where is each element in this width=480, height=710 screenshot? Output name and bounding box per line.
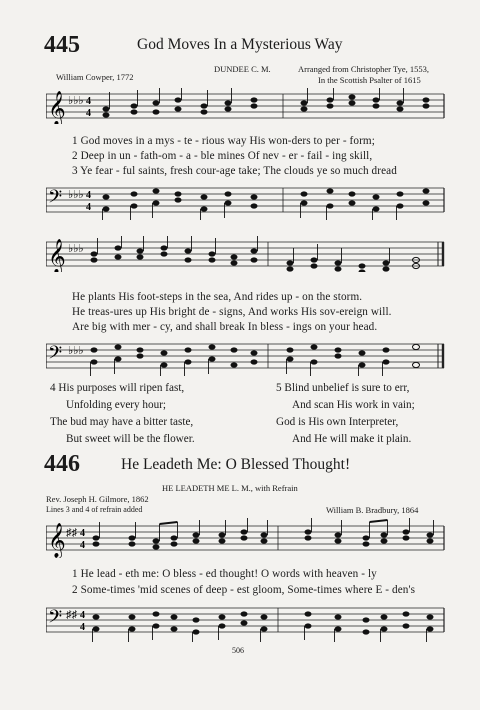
lyrics-verse-2-line-1: 2 Deep in un - fath-om - a - ble mines Of nev - er - fail - ing skill, xyxy=(72,150,373,162)
verse-4-line-4: But sweet will be the flower. xyxy=(66,433,195,445)
svg-text:4: 4 xyxy=(80,528,85,539)
treble-clef-icon: 𝄞 xyxy=(48,92,66,124)
lyrics-verse-2-line-2: He treas-ures up His bright de - signs, And works His sov-ereign will. xyxy=(72,306,392,318)
svg-text:4: 4 xyxy=(86,108,91,119)
verse-5-line-4: And He will make it plain. xyxy=(292,433,412,445)
svg-text:4: 4 xyxy=(80,622,85,633)
lyrics-verse-1-line-1: 1 God moves in a mys - te - rious way His won-ders to per - form; xyxy=(72,135,375,147)
svg-text:𝄢: 𝄢 xyxy=(48,342,63,367)
arrangement-line-2: In the Scottish Psalter of 1615 xyxy=(318,75,421,85)
verse-5-line-2: And scan His work in vain; xyxy=(292,399,415,411)
treble-staff-1 xyxy=(46,88,446,124)
verse-4-line-2: Unfolding every hour; xyxy=(66,399,167,411)
arrangement-line-1: Arranged from Christopher Tye, 1553, xyxy=(298,64,429,74)
verse-4 xyxy=(50,380,195,448)
treble-staff-2 xyxy=(46,236,446,272)
treble-staff-3 xyxy=(46,518,446,558)
tune-name: HE LEADETH ME L. M., with Refrain xyxy=(162,483,298,493)
svg-text:♭♭♭: ♭♭♭ xyxy=(68,345,84,357)
verse-5-line-1: 5 Blind unbelief is sure to err, xyxy=(276,382,410,394)
svg-text:4: 4 xyxy=(86,190,91,201)
svg-text:♭♭♭: ♭♭♭ xyxy=(68,243,84,255)
refrain-note: Lines 3 and 4 of refrain added xyxy=(46,505,143,514)
hymn-composer: William B. Bradbury, 1864 xyxy=(326,505,419,515)
verse-5-line-3: God is His own Interpreter, xyxy=(276,416,399,428)
page-number: 506 xyxy=(232,646,244,655)
verse-4-line-1: 4 His purposes will ripen fast, xyxy=(50,382,185,394)
svg-text:4: 4 xyxy=(86,202,91,213)
bass-staff-2 xyxy=(46,336,446,376)
hymn-number: 446 xyxy=(44,451,80,477)
lyrics-verse-3-line-1: 3 Ye fear - ful saints, fresh cour-age take; The clouds ye so much dread xyxy=(72,165,397,177)
svg-text:𝄢: 𝄢 xyxy=(48,606,63,631)
verse-4-line-3: The bud may have a bitter taste, xyxy=(50,416,194,428)
bass-staff-3 xyxy=(46,600,446,642)
svg-text:♭♭♭: ♭♭♭ xyxy=(68,189,84,201)
svg-text:♯♯: ♯♯ xyxy=(66,609,77,621)
hymn-author: William Cowper, 1772 xyxy=(56,72,134,82)
verse-5 xyxy=(276,380,415,448)
hymn-title: He Leadeth Me: O Blessed Thought! xyxy=(121,456,351,473)
lyrics-verse-3-line-2: Are big with mer - cy, and shall break In bless - ings on your head. xyxy=(72,321,378,333)
svg-text:4: 4 xyxy=(80,610,85,621)
svg-text:4: 4 xyxy=(80,540,85,551)
tune-name: DUNDEE C. M. xyxy=(214,64,271,74)
bass-clef-icon: 𝄢 xyxy=(48,186,63,211)
hymn-number: 445 xyxy=(44,32,80,58)
svg-text:𝄞: 𝄞 xyxy=(48,524,66,557)
lyrics-446-verse-2: 2 Some-times 'mid scenes of deep - est gloom, Some-times where E - den's xyxy=(72,584,416,596)
lyrics-verse-1-line-2: He plants His foot-steps in the sea, And rides up - on the storm. xyxy=(72,291,363,303)
svg-text:𝄞: 𝄞 xyxy=(48,240,66,272)
sharp-sign-icon: ♯♯ xyxy=(66,527,77,539)
bass-staff-1 xyxy=(46,180,446,220)
hymn-title: God Moves In a Mysterious Way xyxy=(137,36,343,53)
hymn-author: Rev. Joseph H. Gilmore, 1862 xyxy=(46,494,149,504)
lyrics-446-verse-1: 1 He lead - eth me: O bless - ed thought! O words with heaven - ly xyxy=(72,568,377,580)
svg-text:4: 4 xyxy=(86,96,91,107)
flat-sign-icon: ♭♭♭ xyxy=(68,95,84,107)
